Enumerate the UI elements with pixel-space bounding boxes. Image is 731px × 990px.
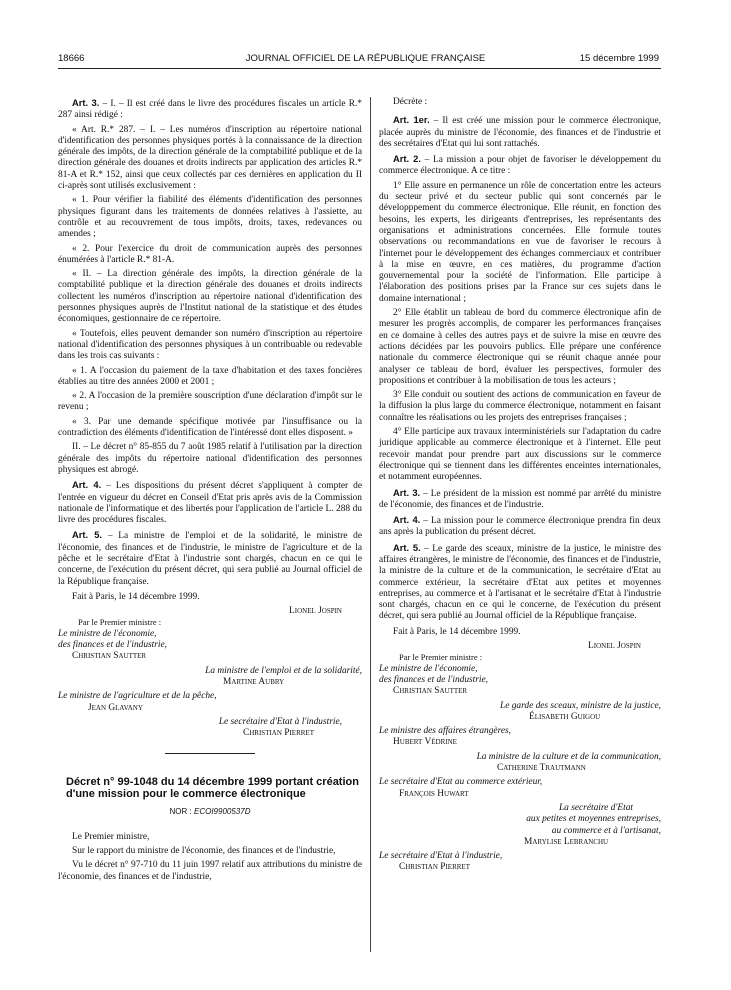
signatory-role: Le secrétaire d'Etat au commerce extérieur, — [379, 777, 543, 788]
signatory-name: Christian Sautter — [72, 651, 147, 662]
article-2-item-2: 2° Elle établit un tableau de bord du commerce électronique afin de mesurer les progrès accomplis, de comparer les performances françaises en ce domaine à celles des autres pays et de suivre la mise en œuvre des actions décidées par les pouvoirs publics. Elle prépare une conférence nationale du commerce électronique qui se réunit chaque année pour analyser ce tableau de bord, évaluer les perspectives, formuler des propositions et contribuer à la mobilisation de tous les acteurs ; — [379, 308, 661, 386]
decree-title: Décret n° 99-1048 du 14 décembre 1999 portant création d'une mission pour le commerce électronique — [66, 776, 359, 801]
signatory-role: des finances et de l'industrie, — [58, 640, 168, 651]
signatory-role: Le ministre de l'économie, — [379, 663, 478, 674]
vu-line: Vu le décret n° 97-710 du 11 juin 1997 relatif aux attributions du ministre de l'économie, des finances et de l'industrie, — [58, 860, 362, 882]
article-5: Art. 5. – La ministre de l'emploi et de la solidarité, le ministre de l'économie, des finances et de l'industrie, le ministre de l'agriculture et de la pêche et le secrétaire d'Etat à l'industrie sont chargés, chacun en ce qui le concerne, de l'exécution du présent décret, qui sera publié au Journal officiel de la République française. — [58, 529, 362, 587]
prime-minister-name: Lionel Jospin — [588, 641, 641, 652]
article-3-section-2: « II. – La direction générale des impôts, la direction générale de la comptabilité publique et la direction générale des douanes et droits indirects collectent les numéros d'inscription au répertoire national d'identification des personnes physiques auprès de l'Institut national de la statistique et des études économiques, gestionnaire de ce répertoire. — [58, 269, 362, 325]
signatory-name: Catherine Trautmann — [497, 763, 586, 774]
signatory-role: Le ministre des affaires étrangères, — [379, 726, 512, 737]
signatory-role: des finances et de l'industrie, — [379, 674, 489, 685]
signatory-name: Jean Glavany — [88, 702, 143, 713]
issue-date: 15 décembre 1999 — [579, 53, 659, 64]
signatory-name: Élisabeth Guigou — [529, 711, 601, 722]
nor-reference: NOR : ECOI9900537D — [169, 807, 251, 817]
signatory-role: Le secrétaire d'Etat à l'industrie, — [379, 851, 503, 862]
right-column — [379, 97, 661, 874]
rapport-line: Sur le rapport du ministre de l'économie, des finances et de l'industrie, — [72, 846, 336, 857]
article-4: Art. 4. – La mission pour le commerce électronique prendra fin deux ans après la publication du présent décret. — [379, 514, 661, 538]
by-prime-minister: Par le Premier ministre : — [78, 617, 162, 628]
signatory-role: Le ministre de l'économie, — [58, 628, 157, 639]
signatory-name: Christian Pierret — [399, 862, 470, 873]
column-divider — [370, 97, 371, 952]
header-rule — [58, 68, 661, 69]
journal-title: JOURNAL OFFICIEL DE LA RÉPUBLIQUE FRANÇAISE — [245, 53, 486, 64]
prime-minister-name: Lionel Jospin — [289, 606, 342, 617]
article-5: Art. 5. – Le garde des sceaux, ministre de la justice, le ministre des affaires étrangères, le ministre de l'économie, des finances et de l'industrie, la ministre de la culture et de la communication, le secrétaire d'Etat au commerce extérieur, la secrétaire d'Etat aux petites et moyennes entreprises, au commerce et à l'artisanat et le secrétaire d'Etat à l'industrie sont chargés, chacun en ce qui le concerne, de l'exécution du présent décret, qui sera publié au Journal officiel de la République française. — [379, 541, 661, 622]
page-header — [0, 53, 731, 67]
signatory-name: François Huwart — [399, 788, 469, 799]
article-3-case-1: « 1. A l'occasion du paiement de la taxe d'habitation et des taxes foncières établies au titre des années 2000 et 2001 ; — [58, 365, 362, 387]
article-3: Art. 3. – Le président de la mission est nommé par arrêté du ministre de l'économie, des finances et de l'industrie. — [379, 486, 661, 510]
article-2-item-4: 4° Elle participe aux travaux interministériels sur l'adaptation du cadre juridique applicable au commerce électronique et à l'internet. Elle peut recevoir mandat pour prendre part aux discussions sur le commerce électronique qui se tiennent dans les différentes enceintes internationales, et notamment européennes. — [379, 427, 661, 483]
decree-separator — [165, 753, 255, 754]
signing-place-date: Fait à Paris, le 14 décembre 1999. — [393, 626, 521, 637]
signatory-role: au commerce et à l'artisanat, — [551, 825, 661, 836]
signatory-name: Christian Sautter — [393, 686, 468, 697]
article-1: Art. 1er. – Il est créé une mission pour le commerce électronique, placée auprès du ministre de l'économie, des finances et de l'industrie et des secrétaires d'Etat qui lui sont rattachés. — [379, 114, 661, 149]
article-2-item-1: 1° Elle assure en permanence un rôle de concertation entre les acteurs du secteur privé et du secteur public qui sont concernés par le développpement du commerce électronique. Elle réunit, en fonction des besoins, les experts, les dirigeants d'entreprises, les représentants des organisations et administrations concernées. Elle formule toutes observations ou recommandations en vue de favoriser le recours à l'internet pour le développement des échanges commerciaux et contribuer à la mise en œuvre, en ces matières, du programme d'action gouvernemental pour la société de l'information. Elle participe à l'élaboration des positions prises par la France sur ces sujets dans le domaine international ; — [379, 180, 661, 304]
signatory-role: La ministre de la culture et de la communication, — [476, 751, 661, 762]
article-3-intro: Art. 3. – I. – Il est créé dans le livre des procédures fiscales un article R.* 287 ainsi rédigé : — [58, 97, 362, 121]
article-3-toutefois: « Toutefois, elles peuvent demander son numéro d'inscription au répertoire national d'identification des personnes physiques à un contribuable ou redevable dans les trois cas suivants : — [58, 328, 362, 362]
signatory-name: Hubert Védrine — [393, 737, 457, 748]
left-column — [58, 97, 362, 886]
article-2-item-3: 3° Elle conduit ou soutient des actions de communication en faveur de la diffusion la plus large du commerce électronique, notamment en faisant connaître les réalisations ou les projets des entreprises françaises ; — [379, 390, 661, 423]
signatory-name: Christian Pierret — [243, 728, 314, 739]
decrete: Décrète : — [393, 97, 428, 107]
prime-minister-line: Le Premier ministre, — [72, 831, 150, 842]
signatory-role: Le secrétaire d'Etat à l'industrie, — [218, 716, 342, 727]
signatory-role: La secrétaire d'Etat — [558, 802, 633, 813]
signatory-name: Marylise Lebranchu — [524, 836, 609, 847]
signatory-role: La ministre de l'emploi et de la solidarité, — [205, 665, 362, 676]
by-prime-minister: Par le Premier ministre : — [399, 652, 483, 663]
signatory-role: aux petites et moyennes entreprises, — [526, 814, 661, 825]
signatory-role: Le ministre de l'agriculture et de la pêche, — [58, 691, 217, 702]
article-3-case-2: « 2. A l'occasion de la première souscription d'une déclaration d'impôt sur le revenu ; — [58, 391, 362, 413]
article-3-item-1: « 1. Pour vérifier la fiabilité des éléments d'identification des personnes physiques figurant dans les traitements de données relatives à l'assiette, au contrôle et au recouvrement de tous impôts, droits, taxes, redevances ou amendes ; — [58, 195, 362, 240]
article-3-case-3: « 3. Par une demande spécifique motivée par l'insuffisance ou la contradiction des éléments d'identification de l'intéressé dont elles disposent. » — [58, 416, 362, 439]
signatory-role: Le garde des sceaux, ministre de la justice, — [500, 700, 661, 711]
article-3-repeal: II. – Le décret n° 85-855 du 7 août 1985 relatif à l'utilisation par la direction générale des impôts du répertoire national d'identification des personnes physiques est abrogé. — [58, 442, 362, 475]
signatory-name: Martine Aubry — [223, 676, 285, 687]
signing-place-date: Fait à Paris, le 14 décembre 1999. — [72, 591, 200, 602]
article-3-quote: « Art. R.* 287. – I. – Les numéros d'inscription au répertoire national d'identification des personnes physiques portés à la connaissance de la direction générale des impôts, de la direction générale de la comptabilité publique et de la direction générale des douanes et droits indirects par application des articles R.* 81-A et R.* 152, ainsi que ceux collectés par ces dernières en application du II ci-après sont utilisés exclusivement : — [58, 124, 362, 192]
article-4: Art. 4. – Les dispositions du présent décret s'appliquent à compter de l'entrée en vigueur du décret en Conseil d'Etat pris après avis de la Commission nationale de l'informatique et des libertés pour l'application de l'article L. 288 du livre des procédures fiscales. — [58, 479, 362, 526]
page-number: 18666 — [58, 53, 85, 64]
article-2: Art. 2. – La mission a pour objet de favoriser le développement du commerce électronique. A ce titre : — [379, 153, 661, 177]
article-3-item-2: « 2. Pour l'exercice du droit de communication auprès des personnes énumérées à l'article R.* 81-A. — [58, 243, 362, 265]
